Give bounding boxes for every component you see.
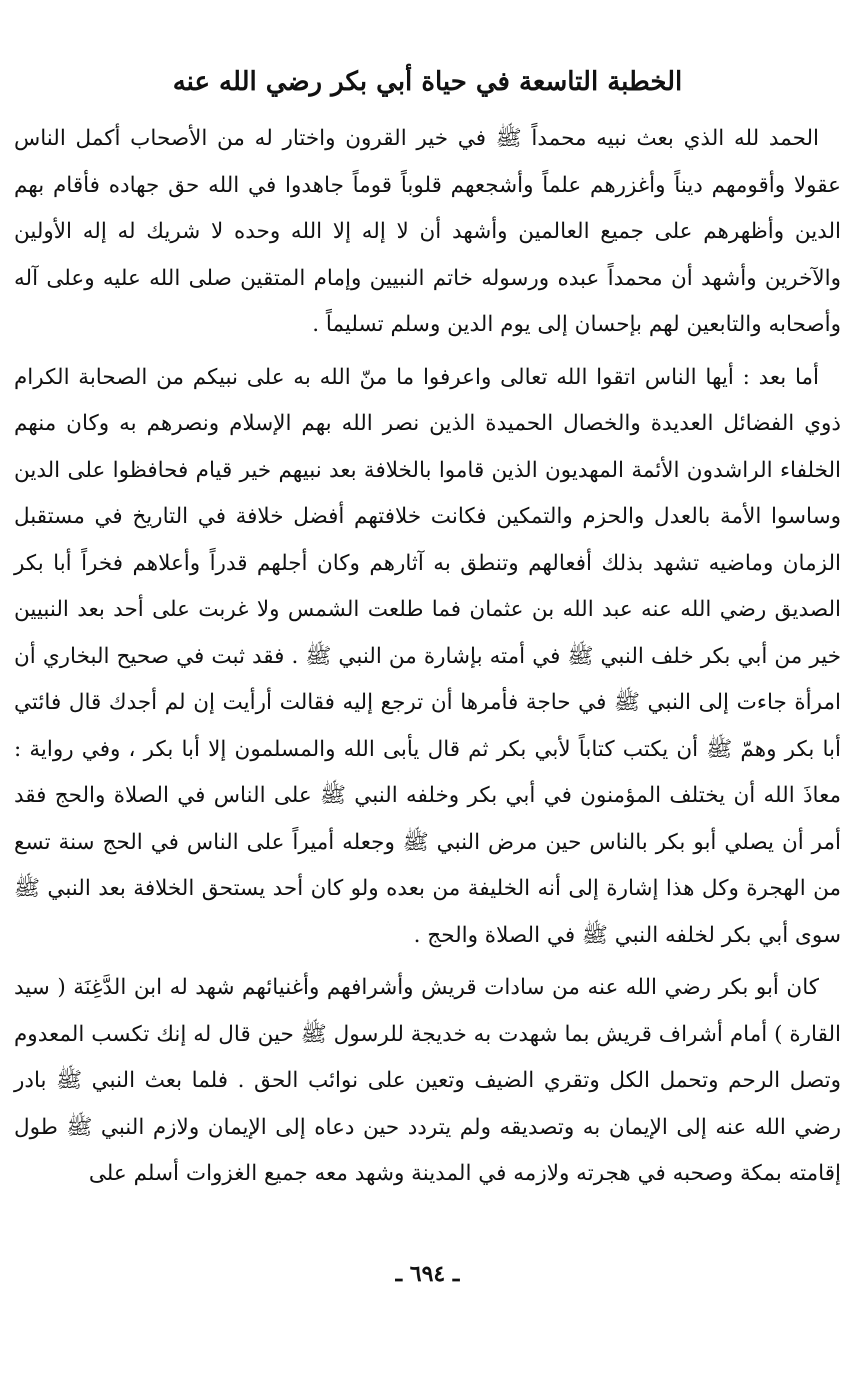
book-page: [14, 62, 841, 1333]
paragraph-companions: أما بعد : أيها الناس اتقوا الله تعالى واعرفوا ما منّ الله به على نبيكم من الصحابة الكرام ذوي الفضائل العديدة والخصال الحميدة الذين نصر الله بهم الإسلام ونصرهم به وكان منهم الخلفاء الراشدون الأئمة المهديون الذين قاموا بالخلافة بعد نبيهم خير قيام فحافظوا على الدين وساسوا الأمة بالعدل والحزم والتمكين فكانت خلافتهم أفضل خلافة في التاريخ في مستقبل الزمان وماضيه تشهد بذلك أفعالهم وتنطق به آثارهم وكان أجلهم قدراً وأعلاهم فخراً أبا بكر الصديق رضي الله عنه عبد الله بن عثمان فما طلعت الشمس ولا غربت على أحد بعد النبيين خير من أبي بكر خلف النبي ﷺ في أمته بإشارة من النبي ﷺ . فقد ثبت في صحيح البخاري أن امرأة جاءت إلى النبي ﷺ في حاجة فأمرها أن ترجع إليه فقالت أرأيت إن لم أجدك قال فائتي أبا بكر وهمّ ﷺ أن يكتب كتاباً لأبي بكر ثم قال يأبى الله والمسلمون إلا أبا بكر ، وفي رواية : معاذَ الله أن يختلف المؤمنون في أبي بكر وخلفه النبي ﷺ على الناس في الصلاة والحج فقد أمر أن يصلي أبو بكر بالناس حين مرض النبي ﷺ وجعله أميراً على الناس في الحج سنة تسع من الهجرة وكل هذا إشارة إلى أنه الخليفة من بعده ولو كان أحد يستحق الخلافة بعد النبي ﷺ سوى أبي بكر لخلفه النبي ﷺ في الصلاة والحج .: [14, 364, 841, 948]
page-number-footer: [0, 1259, 855, 1289]
page-number-dash-left: ـ: [395, 1261, 403, 1287]
page-number: ٦٩٤: [409, 1261, 446, 1287]
page-number-dash-right: ـ: [452, 1261, 460, 1287]
paragraph-opening-praise: الحمد لله الذي بعث نبيه محمداً ﷺ في خير القرون واختار له من الأصحاب أكمل الناس عقولا وأقومهم ديناً وأغزرهم علماً وأشجعهم قلوباً قوماً جاهدوا في الله حق جهاده فأقام بهم الدين وأظهرهم على جميع العالمين وأشهد أن لا إله إلا الله وحده لا شريك له إله الأولين والآخرين وأشهد أن محمداً عبده ورسوله خاتم النبيين وإمام المتقين صلى الله عليه وعلى آله وأصحابه والتابعين لهم بإحسان إلى يوم الدين وسلم تسليماً .: [14, 126, 841, 337]
sermon-title: الخطبة التاسعة في حياة أبي بكر رضي الله عنه: [172, 67, 683, 97]
paragraph-abu-bakr-biography: كان أبو بكر رضي الله عنه من سادات قريش وأشرافهم وأغنيائهم شهد له ابن الدَّغِنَة ( سيد القارة ) أمام أشراف قريش بما شهدت به خديجة للرسول ﷺ حين قال له إنك تكسب المعدوم وتصل الرحم وتحمل الكل وتقري الضيف وتعين على نوائب الحق . فلما بعث النبي ﷺ بادر رضي الله عنه إلى الإيمان به وتصديقه ولم يتردد حين دعاه إلى الإيمان ولازم النبي ﷺ طول إقامته بمكة وصحبه في هجرته ولازمه في المدينة وشهد معه جميع الغزوات أسلم على: [14, 975, 841, 1186]
